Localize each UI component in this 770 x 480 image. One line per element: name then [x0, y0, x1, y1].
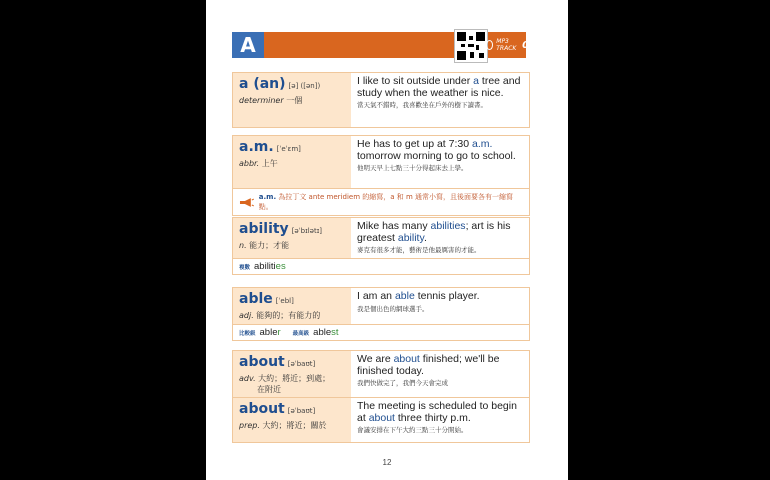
- definition-zh: 大約；將近；到處；: [258, 374, 331, 383]
- megaphone-icon: [239, 198, 255, 207]
- phonetic: [ˈebl]: [275, 297, 294, 305]
- example-translation: 會議安排在下午大約三點三十分開始。: [357, 426, 468, 434]
- entry-ability: [232, 217, 530, 275]
- comparison-forms: 比較級 abler 最高級 ablest: [239, 327, 339, 338]
- example-sentence: Mike has many abilities; art is his greatest ability.: [357, 220, 511, 244]
- phonetic: [əˈbaʊt]: [287, 407, 316, 415]
- part-of-speech: determiner: [239, 96, 284, 105]
- definition-zh: 大約；將近；關於: [262, 421, 327, 430]
- phonetic: [ˈeˈɛm]: [276, 145, 301, 153]
- plural-form: 複數 abilities: [239, 261, 286, 272]
- example-translation: 麥克有很多才能，藝術是他最厲害的才能。: [357, 246, 481, 254]
- headword: ability: [239, 221, 289, 237]
- audio-disc-icon: [486, 40, 493, 50]
- entry-a: [232, 72, 530, 128]
- part-of-speech: abbr.: [239, 159, 260, 168]
- section-header: [232, 32, 543, 58]
- definition-zh: 一個: [286, 96, 303, 105]
- phonetic: [əˈbaʊt]: [287, 360, 316, 368]
- headword: about: [239, 401, 285, 417]
- example-translation: 我是個出色的網球選手。: [357, 304, 429, 313]
- phonetic: [əˈbɪlətɪ]: [291, 227, 323, 235]
- phonetic: [ə] ([ən]): [288, 82, 321, 90]
- definition-zh-cont: 在附近: [257, 385, 281, 394]
- page-number: 12: [382, 458, 392, 467]
- headword: able: [239, 291, 273, 307]
- example-translation: 他明天早上七點三十分得起床去上學。: [357, 164, 468, 172]
- entry-able: [232, 287, 530, 341]
- section-letter: A: [232, 32, 264, 58]
- track-label: MP3 TRACK: [496, 38, 517, 52]
- headword: about: [239, 354, 285, 370]
- part-of-speech: adv.: [239, 374, 256, 383]
- dictionary-page: [206, 0, 568, 480]
- example-sentence: He has to get up at 7:30 a.m. tomorrow morning to go to school.: [357, 138, 516, 162]
- entry-about: [232, 350, 530, 443]
- example-translation: 當天氣不錯時，我喜歡坐在戶外的樹下讀書。: [357, 101, 487, 109]
- definition-zh: 能夠的；有能力的: [256, 311, 321, 320]
- example-translation: 我們快做完了，我們今天會完成: [357, 379, 448, 387]
- track-number: 001: [522, 39, 543, 51]
- definition-zh: 上午: [261, 159, 278, 168]
- part-of-speech: prep.: [239, 421, 260, 430]
- entry-am: [232, 135, 530, 216]
- example-sentence: The meeting is scheduled to begin at about three thirty p.m.: [357, 400, 517, 424]
- usage-note: a.m. 為拉丁文 ante meridiem 的縮寫，a 和 m 通常小寫，且後面要各有一縮寫點。: [233, 189, 529, 215]
- example-sentence: I like to sit outside under a tree and study when the weather is nice.: [357, 75, 521, 99]
- part-of-speech: adj.: [239, 311, 254, 320]
- definition-zh: 能力；才能: [249, 241, 290, 250]
- example-sentence: I am an able tennis player.: [357, 290, 480, 302]
- headword: a (an): [239, 76, 286, 92]
- part-of-speech: n.: [239, 241, 247, 250]
- qr-code-icon[interactable]: [454, 29, 488, 63]
- headword: a.m.: [239, 139, 274, 155]
- mp3-track: [486, 32, 543, 58]
- example-sentence: We are about finished; we'll be finished today.: [357, 353, 500, 377]
